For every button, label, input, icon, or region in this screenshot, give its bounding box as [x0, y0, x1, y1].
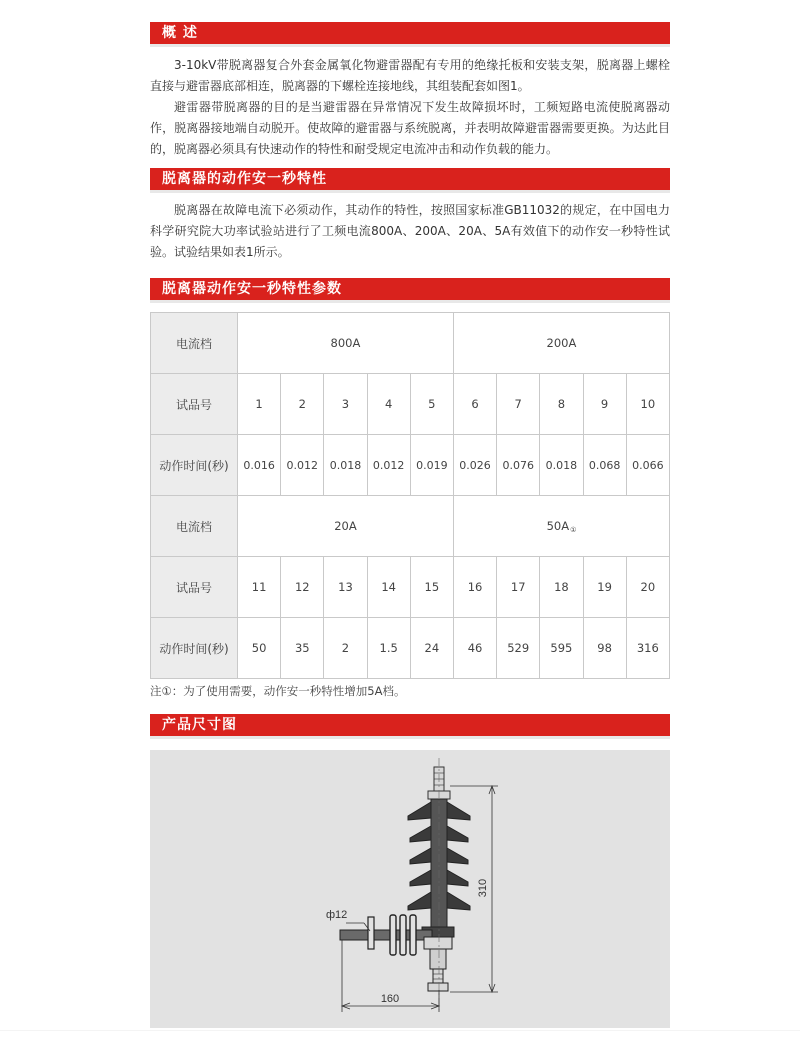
table-row-time	[151, 618, 670, 679]
row-header: 电流档	[151, 496, 238, 557]
sample-cell: 18	[540, 557, 583, 618]
time-cell: 2	[324, 618, 367, 679]
sample-cell: 3	[324, 374, 367, 435]
sample-cell: 13	[324, 557, 367, 618]
time-cell: 0.018	[540, 435, 583, 496]
sample-cell: 8	[540, 374, 583, 435]
time-cell: 316	[626, 618, 669, 679]
dimension-drawing	[150, 750, 670, 1028]
current-cell: 800A	[238, 313, 454, 374]
row-header: 电流档	[151, 313, 238, 374]
footer-divider	[0, 1030, 800, 1031]
time-cell: 46	[453, 618, 496, 679]
diameter-label: ф12	[326, 909, 348, 921]
sample-cell: 16	[453, 557, 496, 618]
time-cell: 0.016	[238, 435, 281, 496]
time-cell: 0.068	[583, 435, 626, 496]
row-header: 试品号	[151, 374, 238, 435]
width-label: 160	[380, 993, 400, 1005]
arrester-drawing	[150, 750, 670, 1028]
time-cell: 0.066	[626, 435, 669, 496]
characteristics-paragraph: 脱离器在故障电流下必须动作，其动作的特性，按照国家标准GB11032的规定，在中国电力科学研究院大功率试验站进行了工频电流800A、200A、20A、5A有效值下的动作安一秒特性试验。试验结果如表1所示。	[150, 203, 670, 259]
bracket-fins	[390, 915, 416, 955]
support-bar	[340, 930, 432, 940]
sample-cell: 15	[410, 557, 453, 618]
table-row-current	[151, 496, 670, 557]
current-cell: 20A	[238, 496, 454, 557]
time-cell: 0.019	[410, 435, 453, 496]
section-title: 概 述	[162, 25, 198, 41]
sample-cell: 1	[238, 374, 281, 435]
characteristics-table	[150, 312, 670, 679]
current-cell: 200A	[453, 313, 669, 374]
time-cell: 529	[497, 618, 540, 679]
time-cell: 0.012	[281, 435, 324, 496]
row-header: 动作时间(秒)	[151, 435, 238, 496]
section-title: 产品尺寸图	[162, 717, 237, 733]
sample-cell: 12	[281, 557, 324, 618]
sample-cell: 5	[410, 374, 453, 435]
time-cell: 35	[281, 618, 324, 679]
overview-paragraph-2: 避雷器带脱离器的目的是当避雷器在异常情况下发生故障损坏时，工频短路电流使脱离器动作，脱离器接地端自动脱开。使故障的避雷器与系统脱离，并表明故障避雷器需要更换。为达此目的，脱离器必须具有快速动作的特性和耐受规定电流冲击和动作负载的能力。	[150, 100, 670, 156]
time-cell: 595	[540, 618, 583, 679]
section-header-parameters	[150, 278, 670, 303]
overview-paragraph-1: 3-10kV带脱离器复合外套金属氧化物避雷器配有专用的绝缘托板和安装支架，脱离器上螺栓直接与避雷器底部相连，脱离器的下螺栓连接地线，其组装配套如图1。	[150, 58, 670, 93]
time-cell: 0.076	[497, 435, 540, 496]
note-marker: ①	[570, 525, 577, 534]
height-label: 310	[477, 878, 489, 898]
sample-cell: 7	[497, 374, 540, 435]
table-row-time	[151, 435, 670, 496]
row-header: 试品号	[151, 557, 238, 618]
row-header: 动作时间(秒)	[151, 618, 238, 679]
disconnector	[424, 937, 452, 949]
section-header-dimensions	[150, 714, 670, 739]
sample-cell: 2	[281, 374, 324, 435]
current-value: 50A	[546, 518, 570, 533]
table-row-sample	[151, 557, 670, 618]
time-cell: 0.018	[324, 435, 367, 496]
table-row-current	[151, 313, 670, 374]
time-cell: 98	[583, 618, 626, 679]
sample-cell: 17	[497, 557, 540, 618]
table-row-sample	[151, 374, 670, 435]
bottom-stud	[433, 969, 443, 983]
section-title: 脱离器动作安一秒特性参数	[162, 281, 342, 297]
sample-cell: 14	[367, 557, 410, 618]
section-title: 脱离器的动作安一秒特性	[162, 171, 327, 187]
sample-cell: 10	[626, 374, 669, 435]
time-cell: 1.5	[367, 618, 410, 679]
sample-cell: 4	[367, 374, 410, 435]
sample-cell: 9	[583, 374, 626, 435]
sample-cell: 20	[626, 557, 669, 618]
sample-cell: 6	[453, 374, 496, 435]
time-cell: 24	[410, 618, 453, 679]
current-cell	[453, 496, 669, 557]
sample-cell: 11	[238, 557, 281, 618]
time-cell: 0.026	[453, 435, 496, 496]
time-cell: 50	[238, 618, 281, 679]
table-footnote: 注①：为了使用需要，动作安一秒特性增加5A档。	[150, 684, 406, 698]
section-header-overview	[150, 22, 670, 47]
sample-cell: 19	[583, 557, 626, 618]
time-cell: 0.012	[367, 435, 410, 496]
section-header-characteristics	[150, 168, 670, 193]
